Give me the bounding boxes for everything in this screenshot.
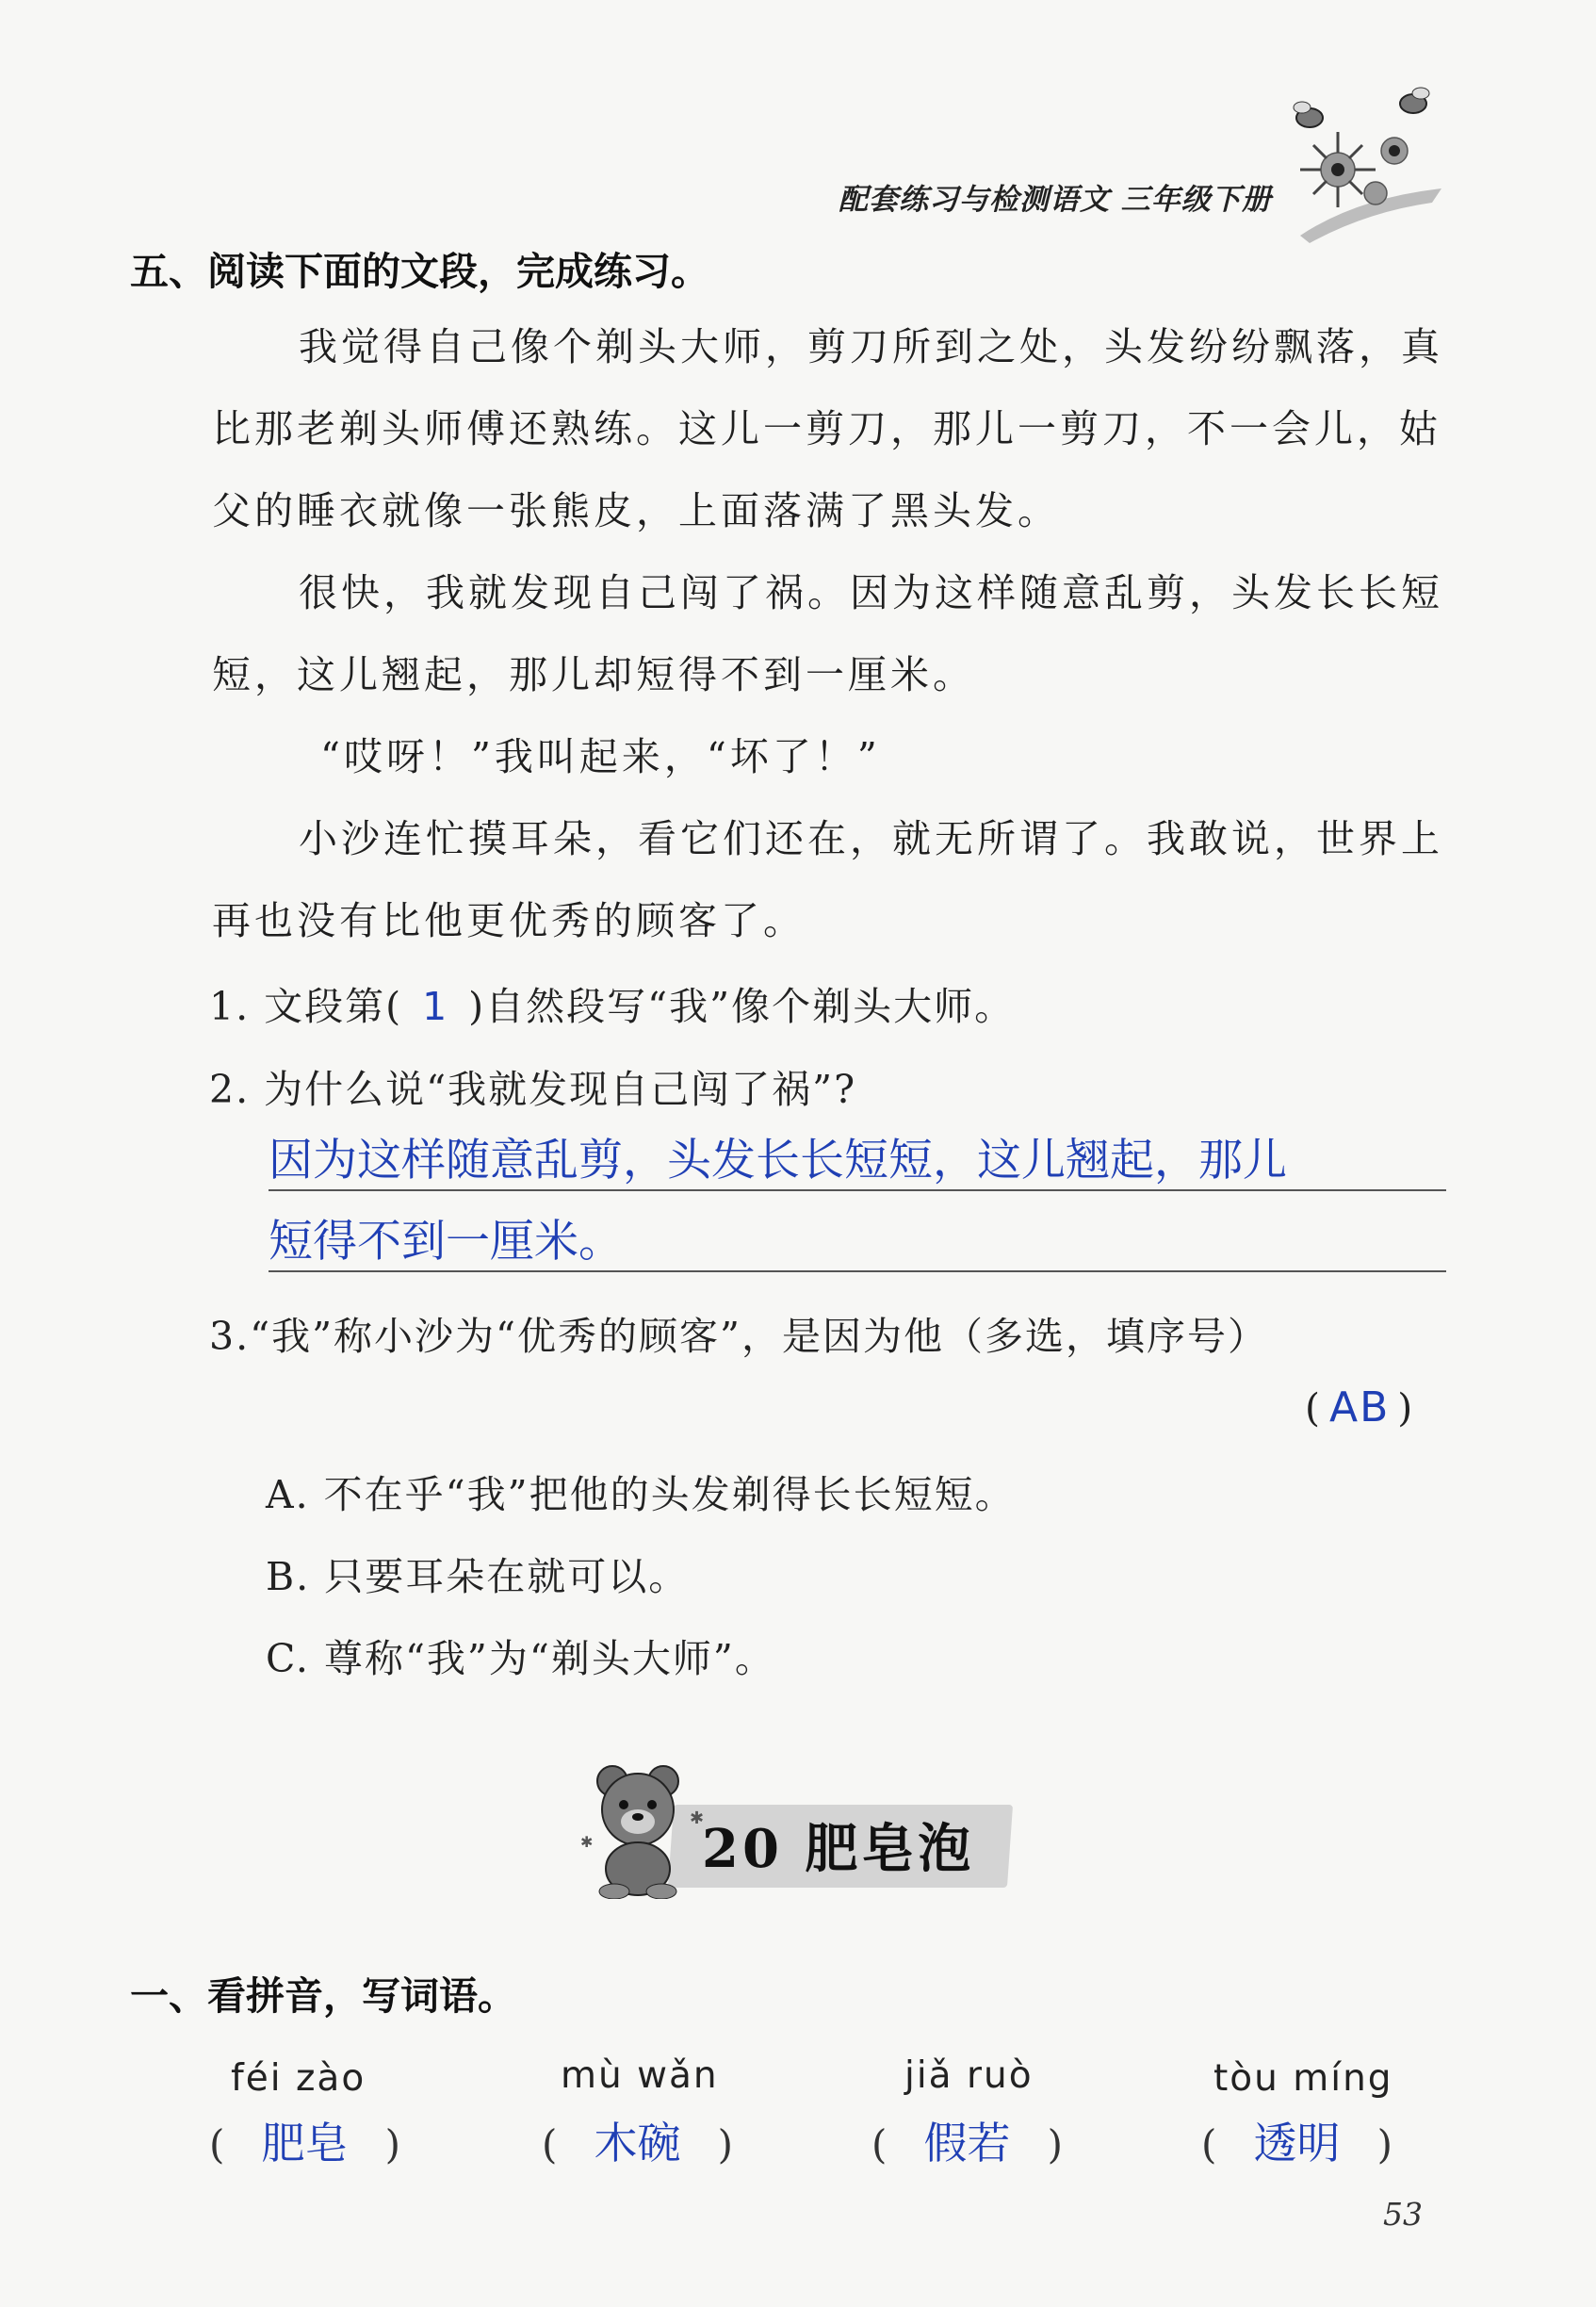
page-number: 53 <box>1383 2196 1423 2233</box>
pinyin-1: féi zào <box>231 2057 366 2100</box>
answer-box-3 <box>871 2109 1107 2171</box>
book-title: 配套练习与检测语文 三年级下册 <box>839 183 1272 217</box>
paren-open: ( <box>209 2121 225 2168</box>
question-3: 3.“我”称小沙为“优秀的顾客”，是因为他（多选，填序号） <box>209 1314 1268 1359</box>
paren-close: ) <box>717 2121 733 2168</box>
passage-paragraph-3: “哎呀！”我叫起来，“坏了！” <box>320 734 881 779</box>
question-2-answer-line-2: 短得不到一厘米。 <box>269 1216 623 1268</box>
question-2: 2. 为什么说“我就发现自己闯了祸”? <box>209 1067 857 1112</box>
passage-paragraph-2: 很快，我就发现自己闯了祸。因为这样随意乱剪，头发长长短短，这儿翘起，那儿却短得不到一厘米。 <box>212 570 1443 697</box>
paren-open: ( <box>1201 2121 1217 2168</box>
teddy-bear-icon <box>577 1758 708 1899</box>
option-a: A. 不在乎“我”把他的头发剃得长长短短。 <box>266 1472 1016 1517</box>
answer-underline-1 <box>269 1189 1446 1191</box>
answer-box-2 <box>542 2109 777 2171</box>
paren-open: ( <box>871 2121 888 2168</box>
section-one-title: 一、看拼音，写词语。 <box>130 1973 516 2019</box>
svg-text:✱: ✱ <box>580 1833 594 1851</box>
passage-paragraph-4: 小沙连忙摸耳朵，看它们还在，就无所谓了。我敢说，世界上再也没有比他更优秀的顾客了。 <box>212 816 1443 943</box>
flower-bee-decoration <box>1244 85 1451 245</box>
paren-close: ) <box>1047 2121 1063 2168</box>
paren-close: ) <box>1376 2121 1392 2168</box>
pinyin-3: jiǎ ruò <box>904 2054 1034 2097</box>
question-3-answer: AB <box>1329 1383 1391 1432</box>
question-1 <box>209 975 1015 1031</box>
section-five-title: 五、阅读下面的文段，完成练习。 <box>130 249 709 294</box>
question-1-text-after: )自然段写“我”像个剃头大师。 <box>468 984 1016 1029</box>
paren-close: ) <box>1397 1385 1415 1431</box>
paren-open: ( <box>1305 1385 1322 1431</box>
answer-box-1 <box>209 2109 445 2171</box>
lesson-title: 20 肥皂泡 <box>702 1818 975 1880</box>
question-1-answer: 1 <box>422 984 449 1029</box>
passage-paragraph-1: 我觉得自己像个剃头大师，剪刀所到之处，头发纷纷飘落，真比那老剃头师傅还熟练。这儿一剪刀，那儿一剪刀，不一会儿，姑父的睡衣就像一张熊皮，上面落满了黑头发。 <box>212 324 1443 533</box>
word-answer-3: 假若 <box>923 2118 1011 2168</box>
option-b: B. 只要耳朵在就可以。 <box>266 1554 690 1599</box>
paren-close: ) <box>384 2121 400 2168</box>
answer-box-4 <box>1201 2109 1437 2171</box>
pinyin-2: mù wǎn <box>561 2054 719 2097</box>
svg-text:✱: ✱ <box>690 1808 705 1828</box>
question-2-answer-line-1: 因为这样随意乱剪，头发长长短短，这儿翘起，那儿 <box>269 1135 1287 1186</box>
word-answer-1: 肥皂 <box>261 2118 349 2168</box>
question-3-answer-box <box>1305 1383 1414 1432</box>
answer-underline-2 <box>269 1270 1446 1272</box>
question-1-text-before: 1. 文段第( <box>209 984 403 1029</box>
word-answer-4: 透明 <box>1253 2118 1341 2168</box>
option-c: C. 尊称“我”为“剃头大师”。 <box>266 1636 775 1681</box>
paren-open: ( <box>542 2121 558 2168</box>
word-answer-2: 木碗 <box>594 2118 681 2168</box>
pinyin-4: tòu míng <box>1213 2057 1393 2100</box>
